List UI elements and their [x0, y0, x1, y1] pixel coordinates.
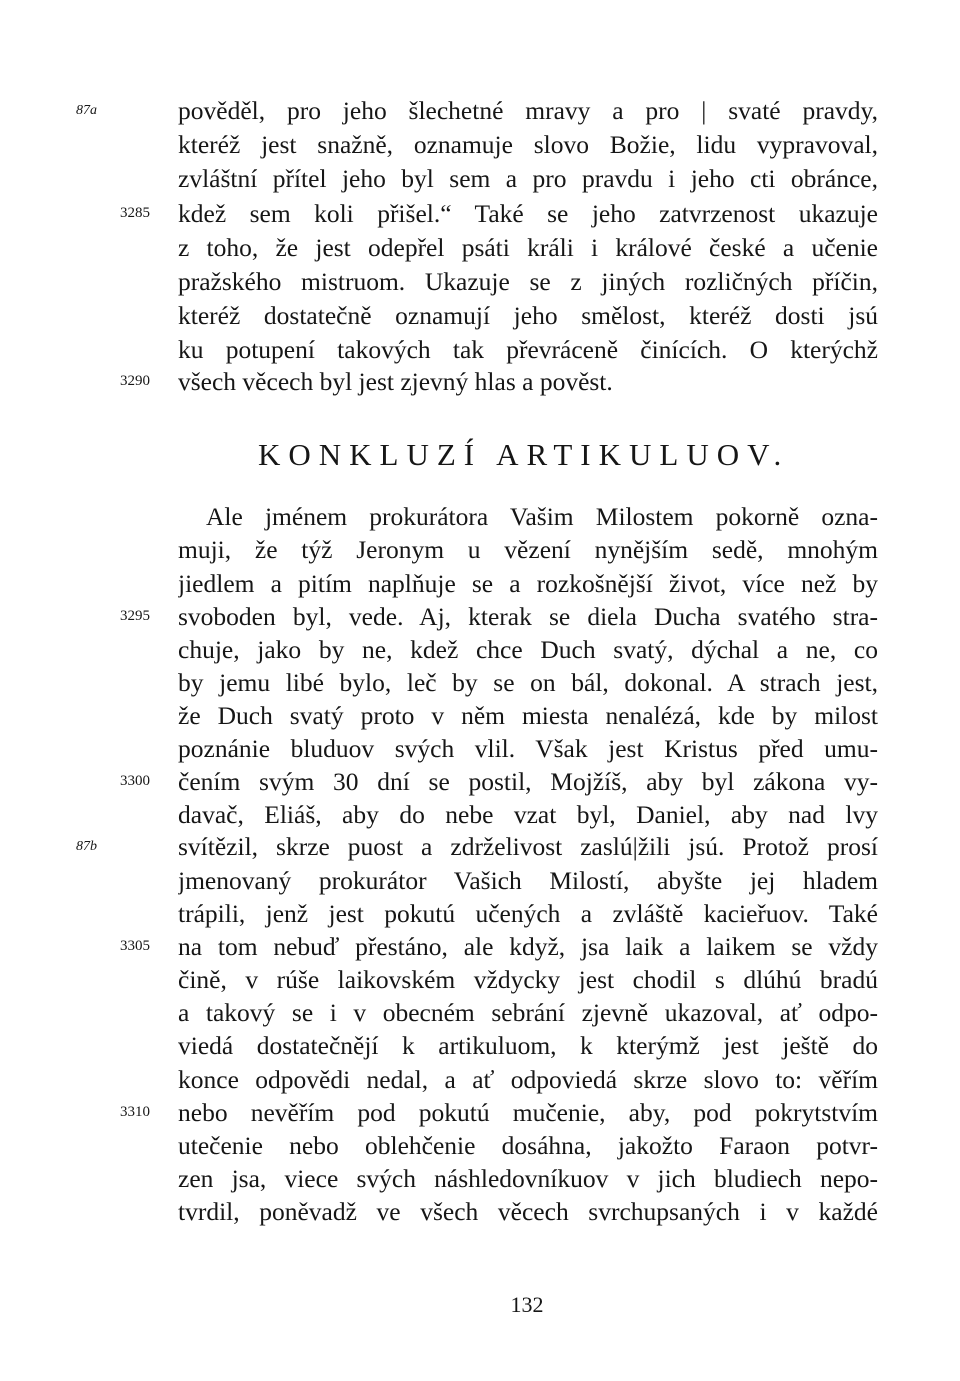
text-line: z toho, že jest odepřel psáti králi i králové české a učenie — [178, 233, 878, 262]
line-number: 3305 — [120, 938, 150, 954]
text-line: čením svým 30 dní se postil, Mojžíš, aby byl zákona vy- — [178, 767, 878, 796]
text-line: čině, v rúše laikovském vždycky jest chodil s dlúhú bradú — [178, 965, 878, 994]
text-line: davač, Eliáš, aby do nebe vzat byl, Daniel, aby nad lvy — [178, 800, 878, 829]
text-line: pražského mistruom. Ukazuje se z jiných rozličných příčin, — [178, 267, 878, 296]
text-line: kdež sem koli přišel.“ Také se jeho zatvrzenost ukazuje — [178, 199, 878, 228]
text-line: utečenie nebo oblehčenie dosáhna, jakožto Faraon potvr- — [178, 1131, 878, 1160]
text-line: všech věcech byl jest zjevný hlas a pověst. — [178, 367, 613, 396]
text-line: na tom nebuď přestáno, ale když, jsa laik a laikem se vždy — [178, 932, 878, 961]
line-number: 3285 — [120, 205, 150, 221]
text-line: trápili, jenž jest pokutú učených a zvláště kacieřuov. Také — [178, 899, 878, 928]
line-number: 3295 — [120, 608, 150, 624]
text-line: ku potupení takových tak převráceně činících. O kterýchž — [178, 335, 878, 364]
text-line: nebo nevěřím pod pokutú mučenie, aby, pod pokrytstvím — [178, 1098, 878, 1127]
text-line: jmenovaný prokurátor Vašich Milostí, abyšte jej hladem — [178, 866, 878, 895]
line-number: 3310 — [120, 1104, 150, 1120]
text-line: jiedlem a pitím naplňuje se a rozkošnější život, více než by — [178, 569, 878, 598]
page-number: 132 — [510, 1292, 544, 1317]
text-line: kteréž dostatečně oznamují jeho smělost, kteréž dosti jsú — [178, 301, 878, 330]
text-line: a takový se i v obecném sebrání zjevně ukazoval, ať odpo- — [178, 998, 878, 1027]
text-line: svoboden byl, vede. Aj, kterak se diela Ducha svatého stra- — [178, 602, 878, 631]
text-line: zen jsa, viece svých náshledovníkuov v jich bludiech nepo- — [178, 1164, 878, 1193]
line-number: 3290 — [120, 373, 150, 389]
text-line: pověděl, pro jeho šlechetné mravy a pro | svaté pravdy, — [178, 96, 878, 125]
text-line: tvrdil, poněvadž ve všech věcech svrchupsaných i v každé — [178, 1197, 878, 1226]
text-line: svítězil, skrze puost a zdrželivost zaslú|žili jsú. Protož prosí — [178, 832, 878, 861]
text-line: viedá dostatečnějí k artikuluom, k kterýmž jest ještě do — [178, 1031, 878, 1060]
folio-mark-87b: 87b — [76, 839, 97, 854]
text-line: poznánie bluduov svých vlil. Však jest Kristus před umu- — [178, 734, 878, 763]
text-line: konce odpovědi nedal, a ať odpoviedá skrze slovo to: věřím — [178, 1065, 878, 1094]
text-line: muji, že týž Jeronym u vězení nynějším sedě, mnohým — [178, 535, 878, 564]
text-line: by jemu libé bylo, leč by se on bál, dokonal. A strach jest, — [178, 668, 878, 697]
section-heading: KONKLUZÍ ARTIKULUOV. — [258, 437, 790, 472]
text-line: Ale jménem prokurátora Vašim Milostem pokorně ozna- — [206, 502, 878, 531]
folio-mark-87a: 87a — [76, 103, 97, 118]
text-line: že Duch svatý proto v něm miesta nenalézá, kde by milost — [178, 701, 878, 730]
line-number: 3300 — [120, 773, 150, 789]
text-line: zvláštní přítel jeho byl sem a pro pravdu i jeho cti obránce, — [178, 164, 878, 193]
text-line: kteréž jest snažně, oznamuje slovo Božie, lidu vypravoval, — [178, 130, 878, 159]
text-line: chuje, jako by ne, kdež chce Duch svatý, dýchal a ne, co — [178, 635, 878, 664]
